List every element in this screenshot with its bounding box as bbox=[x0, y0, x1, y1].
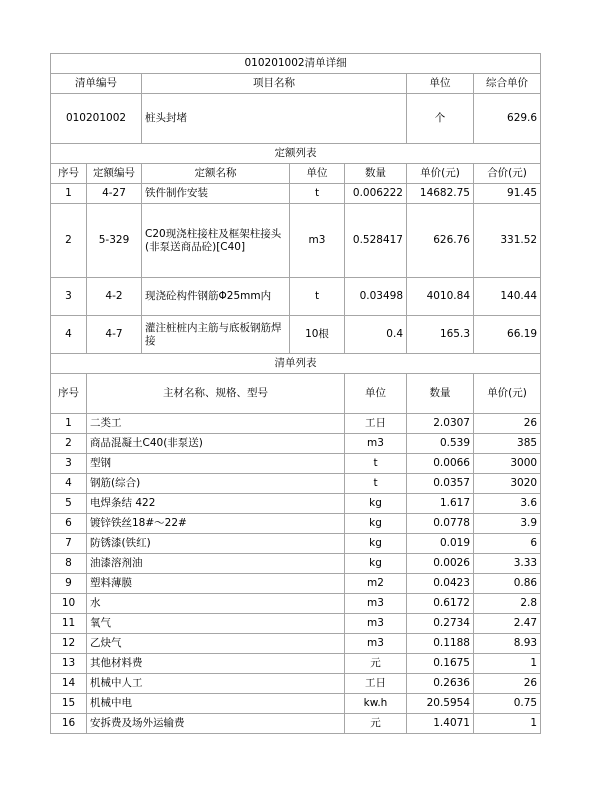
quota-col-total: 合价(元) bbox=[474, 164, 541, 184]
item-code: 010201002 bbox=[51, 94, 142, 144]
quota-col-qty: 数量 bbox=[345, 164, 407, 184]
material-row bbox=[51, 614, 541, 634]
material-name: 机械中电 bbox=[87, 694, 345, 714]
material-name: 水 bbox=[87, 594, 345, 614]
material-row bbox=[51, 474, 541, 494]
material-unit: m3 bbox=[345, 614, 407, 634]
material-price: 26 bbox=[474, 414, 541, 434]
material-unit: 工日 bbox=[345, 414, 407, 434]
material-unit: m3 bbox=[345, 594, 407, 614]
material-unit: m3 bbox=[345, 434, 407, 454]
material-row bbox=[51, 674, 541, 694]
quota-no: 4 bbox=[51, 316, 87, 354]
material-name: 乙炔气 bbox=[87, 634, 345, 654]
material-no: 14 bbox=[51, 674, 87, 694]
material-row bbox=[51, 574, 541, 594]
quota-col-unit: 单位 bbox=[290, 164, 345, 184]
quota-qty: 0.528417 bbox=[345, 204, 407, 278]
quota-code: 5-329 bbox=[87, 204, 142, 278]
material-no: 13 bbox=[51, 654, 87, 674]
material-name: 防锈漆(铁红) bbox=[87, 534, 345, 554]
material-unit: 元 bbox=[345, 654, 407, 674]
quota-price: 626.76 bbox=[407, 204, 474, 278]
quota-section-row bbox=[51, 144, 541, 164]
material-row bbox=[51, 714, 541, 734]
material-qty: 0.539 bbox=[407, 434, 474, 454]
material-qty: 2.0307 bbox=[407, 414, 474, 434]
quota-price: 165.3 bbox=[407, 316, 474, 354]
material-price: 26 bbox=[474, 674, 541, 694]
material-name: 氧气 bbox=[87, 614, 345, 634]
material-qty: 0.1675 bbox=[407, 654, 474, 674]
material-row bbox=[51, 494, 541, 514]
quota-unit: t bbox=[290, 184, 345, 204]
quota-no: 3 bbox=[51, 278, 87, 316]
quota-section-title: 定额列表 bbox=[51, 144, 541, 164]
material-row bbox=[51, 634, 541, 654]
material-name: 其他材料费 bbox=[87, 654, 345, 674]
material-row bbox=[51, 414, 541, 434]
material-price: 2.47 bbox=[474, 614, 541, 634]
material-price: 3.33 bbox=[474, 554, 541, 574]
quota-qty: 0.006222 bbox=[345, 184, 407, 204]
quota-unit: 10根 bbox=[290, 316, 345, 354]
header-values-row bbox=[51, 94, 541, 144]
col-price-header: 综合单价 bbox=[474, 74, 541, 94]
material-no: 12 bbox=[51, 634, 87, 654]
detail-table bbox=[50, 53, 541, 734]
material-qty: 0.0026 bbox=[407, 554, 474, 574]
quota-code: 4-2 bbox=[87, 278, 142, 316]
material-qty: 0.0066 bbox=[407, 454, 474, 474]
material-price: 3020 bbox=[474, 474, 541, 494]
material-qty: 0.2734 bbox=[407, 614, 474, 634]
quota-row bbox=[51, 316, 541, 354]
material-no: 7 bbox=[51, 534, 87, 554]
material-name: 镀锌铁丝18#～22# bbox=[87, 514, 345, 534]
material-no: 16 bbox=[51, 714, 87, 734]
material-name: 型钢 bbox=[87, 454, 345, 474]
material-unit: kg bbox=[345, 514, 407, 534]
material-no: 6 bbox=[51, 514, 87, 534]
material-price: 1 bbox=[474, 654, 541, 674]
material-row bbox=[51, 454, 541, 474]
material-qty: 1.4071 bbox=[407, 714, 474, 734]
col-code-header: 清单编号 bbox=[51, 74, 142, 94]
material-row bbox=[51, 514, 541, 534]
materials-columns-row bbox=[51, 374, 541, 414]
detail-table-body bbox=[51, 54, 541, 734]
material-price: 385 bbox=[474, 434, 541, 454]
material-unit: m3 bbox=[345, 634, 407, 654]
materials-section-row bbox=[51, 354, 541, 374]
quota-total: 140.44 bbox=[474, 278, 541, 316]
material-qty: 0.0423 bbox=[407, 574, 474, 594]
quota-row bbox=[51, 184, 541, 204]
materials-section-title: 清单列表 bbox=[51, 354, 541, 374]
material-price: 3.6 bbox=[474, 494, 541, 514]
quota-col-no: 序号 bbox=[51, 164, 87, 184]
materials-col-unit: 单位 bbox=[345, 374, 407, 414]
col-name-header: 项目名称 bbox=[142, 74, 407, 94]
material-no: 9 bbox=[51, 574, 87, 594]
material-unit: kg bbox=[345, 494, 407, 514]
material-price: 3000 bbox=[474, 454, 541, 474]
quota-name: 铁件制作安装 bbox=[142, 184, 290, 204]
material-qty: 0.6172 bbox=[407, 594, 474, 614]
material-price: 2.8 bbox=[474, 594, 541, 614]
material-no: 10 bbox=[51, 594, 87, 614]
material-name: 商品混凝土C40(非泵送) bbox=[87, 434, 345, 454]
item-name: 桩头封堵 bbox=[142, 94, 407, 144]
materials-col-qty: 数量 bbox=[407, 374, 474, 414]
material-unit: t bbox=[345, 454, 407, 474]
material-qty: 0.1188 bbox=[407, 634, 474, 654]
material-price: 6 bbox=[474, 534, 541, 554]
material-qty: 0.0357 bbox=[407, 474, 474, 494]
material-row bbox=[51, 694, 541, 714]
material-unit: 工日 bbox=[345, 674, 407, 694]
material-no: 11 bbox=[51, 614, 87, 634]
materials-col-no: 序号 bbox=[51, 374, 87, 414]
quota-qty: 0.4 bbox=[345, 316, 407, 354]
material-row bbox=[51, 654, 541, 674]
title-row bbox=[51, 54, 541, 74]
quota-no: 1 bbox=[51, 184, 87, 204]
sheet-title: 010201002清单详细 bbox=[51, 54, 541, 74]
item-unit: 个 bbox=[407, 94, 474, 144]
material-qty: 0.2636 bbox=[407, 674, 474, 694]
detail-sheet bbox=[50, 53, 540, 734]
quota-col-name: 定额名称 bbox=[142, 164, 290, 184]
material-qty: 0.0778 bbox=[407, 514, 474, 534]
material-qty: 0.019 bbox=[407, 534, 474, 554]
quota-total: 331.52 bbox=[474, 204, 541, 278]
quota-name: C20现浇柱接柱及框架柱接头(非泵送商品砼)[C40] bbox=[142, 204, 290, 278]
material-unit: kg bbox=[345, 534, 407, 554]
quota-no: 2 bbox=[51, 204, 87, 278]
material-name: 塑料薄膜 bbox=[87, 574, 345, 594]
material-qty: 20.5954 bbox=[407, 694, 474, 714]
material-name: 油漆溶剂油 bbox=[87, 554, 345, 574]
quota-name: 灌注桩桩内主筋与底板钢筋焊接 bbox=[142, 316, 290, 354]
quota-row bbox=[51, 278, 541, 316]
quota-total: 66.19 bbox=[474, 316, 541, 354]
material-unit: kw.h bbox=[345, 694, 407, 714]
quota-total: 91.45 bbox=[474, 184, 541, 204]
quota-unit: m3 bbox=[290, 204, 345, 278]
material-unit: m2 bbox=[345, 574, 407, 594]
quota-price: 4010.84 bbox=[407, 278, 474, 316]
material-no: 8 bbox=[51, 554, 87, 574]
material-price: 0.86 bbox=[474, 574, 541, 594]
quota-columns-row bbox=[51, 164, 541, 184]
material-unit: t bbox=[345, 474, 407, 494]
material-name: 安拆费及场外运输费 bbox=[87, 714, 345, 734]
material-name: 机械中人工 bbox=[87, 674, 345, 694]
col-unit-header: 单位 bbox=[407, 74, 474, 94]
quota-price: 14682.75 bbox=[407, 184, 474, 204]
material-price: 1 bbox=[474, 714, 541, 734]
quota-qty: 0.03498 bbox=[345, 278, 407, 316]
material-unit: kg bbox=[345, 554, 407, 574]
material-no: 5 bbox=[51, 494, 87, 514]
item-price: 629.6 bbox=[474, 94, 541, 144]
quota-code: 4-7 bbox=[87, 316, 142, 354]
material-no: 4 bbox=[51, 474, 87, 494]
material-no: 2 bbox=[51, 434, 87, 454]
material-name: 电焊条结 422 bbox=[87, 494, 345, 514]
material-price: 8.93 bbox=[474, 634, 541, 654]
material-no: 15 bbox=[51, 694, 87, 714]
material-qty: 1.617 bbox=[407, 494, 474, 514]
material-name: 钢筋(综合) bbox=[87, 474, 345, 494]
material-row bbox=[51, 594, 541, 614]
header-columns-row bbox=[51, 74, 541, 94]
materials-col-name: 主材名称、规格、型号 bbox=[87, 374, 345, 414]
materials-col-price: 单价(元) bbox=[474, 374, 541, 414]
quota-name: 现浇砼构件钢筋Φ25mm内 bbox=[142, 278, 290, 316]
material-no: 3 bbox=[51, 454, 87, 474]
quota-col-price: 单价(元) bbox=[407, 164, 474, 184]
quota-col-code: 定额编号 bbox=[87, 164, 142, 184]
material-row bbox=[51, 534, 541, 554]
material-row bbox=[51, 554, 541, 574]
material-price: 0.75 bbox=[474, 694, 541, 714]
material-name: 二类工 bbox=[87, 414, 345, 434]
quota-row bbox=[51, 204, 541, 278]
material-price: 3.9 bbox=[474, 514, 541, 534]
material-row bbox=[51, 434, 541, 454]
quota-unit: t bbox=[290, 278, 345, 316]
material-no: 1 bbox=[51, 414, 87, 434]
material-unit: 元 bbox=[345, 714, 407, 734]
quota-code: 4-27 bbox=[87, 184, 142, 204]
